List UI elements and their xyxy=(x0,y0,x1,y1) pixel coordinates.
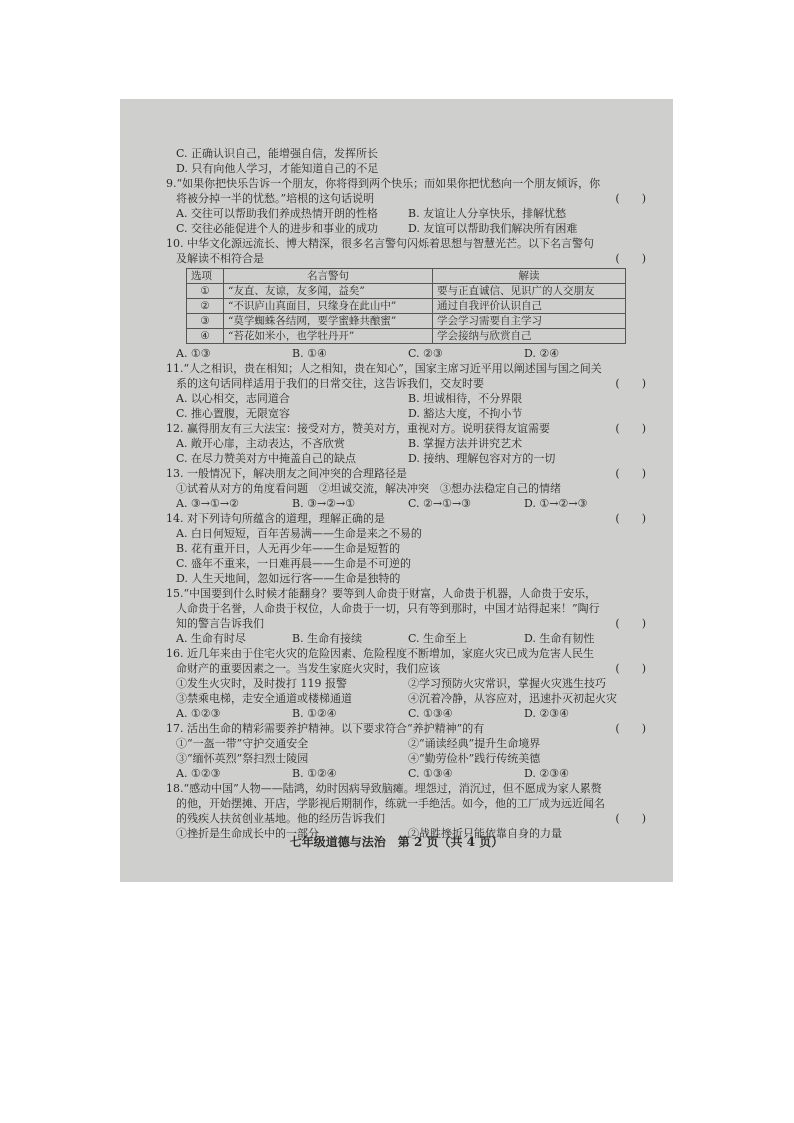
q17-option-c: C. ①③④ xyxy=(408,767,453,780)
q12-option-b: B. 掌握方法并讲究艺术 xyxy=(408,437,523,450)
q11-options-ab xyxy=(166,391,646,406)
q17-item-4: ④“勤劳俭朴”践行传统美德 xyxy=(408,752,541,765)
q15-stem-line3 xyxy=(166,616,646,631)
q14-option-d: D. 人生天地间，忽如远行客——生命是独特的 xyxy=(176,572,401,585)
q18-stem-line3 xyxy=(166,811,646,826)
q15-option-a: A. 生命有时尽 xyxy=(176,632,246,645)
q16-stem-text: 命财产的重要因素之一。当发生家庭火灾时，我们应该 xyxy=(176,662,440,675)
q18-item-2: ②战胜挫折只能依靠自身的力量 xyxy=(408,827,562,840)
q12-options-cd xyxy=(166,451,646,466)
q10-cell: 学会接纳与欣赏自己 xyxy=(433,329,626,344)
table-row xyxy=(187,314,626,329)
q10-table-header xyxy=(187,269,626,284)
q10-cell: 要与正直诚信、见识广的人交朋友 xyxy=(433,284,626,299)
q13-stem-text: 13. 一般情况下，解决朋友之间冲突的合理路径是 xyxy=(166,467,407,480)
q11-stem-line1: 11.“人之相识，贵在相知；人之相知，贵在知心”，国家主席习近平用以阐述国与国之间关 xyxy=(166,362,602,375)
q12-stem-line1 xyxy=(166,421,646,436)
q11-answer-paren: ( ) xyxy=(615,377,646,390)
q11-option-d: D. 豁达大度，不拘小节 xyxy=(408,407,523,420)
q10-cell: 学会学习需要自主学习 xyxy=(433,314,626,329)
q18-answer-paren: ( ) xyxy=(615,812,646,825)
q10-stem-line2 xyxy=(166,251,646,266)
q16-items-34 xyxy=(166,691,646,706)
q16-item-4: ④沉着冷静，从容应对，迅速扑灭初起火灾 xyxy=(408,692,617,705)
q16-stem-line1: 16. 近几年来由于住宅火灾的危险因素、危险程度不断增加，家庭火灾已成为危害人民生 xyxy=(166,647,594,660)
q10-cell: “苔花如米小，也学牡丹开” xyxy=(224,329,433,344)
q9-answer-paren: ( ) xyxy=(615,192,646,205)
q16-options xyxy=(166,706,646,721)
q17-option-d: D. ②③④ xyxy=(524,767,570,780)
q10-cell: “莫学蜘蛛各结网，要学蜜蜂共酿蜜” xyxy=(224,314,433,329)
q18-stem-line1: 18.“感动中国”人物——陆鸿，幼时因病导致脑瘫。埋怨过，消沉过，但不愿成为家人累赘 xyxy=(166,782,602,795)
q15-options xyxy=(166,631,646,646)
q16-option-a: A. ①②③ xyxy=(176,707,221,720)
q17-items-12 xyxy=(166,736,646,751)
q18-stem-line2: 的他，开始摆摊、开店，学影视后期制作，练就一手绝活。如今，他的工厂成为远近闻名 xyxy=(176,797,605,810)
q17-item-3: ③“缅怀英烈”祭扫烈士陵园 xyxy=(176,752,309,765)
q10-cell: ② xyxy=(187,299,224,314)
q10-stem-line1: 10. 中华文化源远流长、博大精深，很多名言警句闪烁着思想与智慧光芒。以下名言警句 xyxy=(166,237,594,250)
q14-stem-text: 14. 对下列诗句所蕴含的道理，理解正确的是 xyxy=(166,512,385,525)
q9-stem-line1: 9.“如果你把快乐告诉一个朋友，你将得到两个快乐；而如果你把忧愁向一个朋友倾诉，你 xyxy=(166,177,601,190)
table-row xyxy=(187,299,626,314)
q10-option-a: A. ①③ xyxy=(176,347,211,360)
q17-stem-text: 17. 活出生命的精彩需要养护精神。以下要求符合“养护精神”的有 xyxy=(166,722,485,735)
q15-answer-paren: ( ) xyxy=(615,617,646,630)
q13-options xyxy=(166,496,646,511)
q9-option-d: D. 友谊可以帮助我们解决所有困难 xyxy=(408,222,578,235)
q16-option-d: D. ②③④ xyxy=(524,707,570,720)
q10-cell: “不识庐山真面目，只缘身在此山中” xyxy=(224,299,433,314)
q11-option-a: A. 以心相交，志同道合 xyxy=(176,392,290,405)
q10-option-d: D. ②④ xyxy=(524,347,560,360)
q14-stem-line1 xyxy=(166,511,646,526)
q14-option-b: B. 花有重开日，人无再少年——生命是短暂的 xyxy=(176,542,401,555)
table-row xyxy=(187,329,626,344)
q16-item-2: ②学习预防火灾常识，掌握火灾逃生技巧 xyxy=(408,677,606,690)
q9-stem-line2 xyxy=(166,191,646,206)
q11-stem-text: 系的这句话同样适用于我们的日常交往，这告诉我们，交友时要 xyxy=(176,377,484,390)
q10-option-c: C. ②③ xyxy=(408,347,443,360)
q11-option-b: B. 坦诚相待，不分界限 xyxy=(408,392,523,405)
q10-cell: ① xyxy=(187,284,224,299)
q12-option-c: C. 在尽力赞美对方中掩盖自己的缺点 xyxy=(176,452,357,465)
prev-option-d: D. 只有向他人学习，才能知道自己的不足 xyxy=(176,162,379,175)
q13-option-c: C. ②→①→③ xyxy=(408,497,472,510)
q17-item-1: ①“一盔一带”守护交通安全 xyxy=(176,737,309,750)
q9-option-a: A. 交往可以帮助我们养成热情开朗的性格 xyxy=(176,207,378,220)
q9-option-c: C. 交往必能促进个人的进步和事业的成功 xyxy=(176,222,379,235)
q14-option-a: A. 白日何短短，百年苦易满——生命是来之不易的 xyxy=(176,527,422,540)
q10-options xyxy=(166,346,646,361)
q9-option-b: B. 友谊让人分享快乐，排解忧愁 xyxy=(408,207,567,220)
q10-table xyxy=(186,268,626,344)
exam-page-photo xyxy=(120,99,673,882)
q12-answer-paren: ( ) xyxy=(615,422,646,435)
q11-option-c: C. 推心置腹，无限宽容 xyxy=(176,407,291,420)
page-footer: 七年级道德与法治 第 2 页（共 4 页） xyxy=(289,835,504,849)
q12-option-a: A. 敞开心扉，主动表达，不吝欣赏 xyxy=(176,437,345,450)
q17-option-b: B. ①②④ xyxy=(292,767,337,780)
q16-stem-line2 xyxy=(166,661,646,676)
q13-option-d: D. ①→②→③ xyxy=(524,497,588,510)
q15-option-b: B. 生命有接续 xyxy=(292,632,363,645)
q18-item-1: ①挫折是生命成长中的一部分 xyxy=(176,827,319,840)
q16-answer-paren: ( ) xyxy=(615,662,646,675)
q13-stem-line1 xyxy=(166,466,646,481)
q9-options-ab xyxy=(166,206,646,221)
q18-stem-text: 的残疾人扶贫创业基地。他的经历告诉我们 xyxy=(176,812,385,825)
prev-option-c: C. 正确认识自己，能增强自信，发挥所长 xyxy=(176,147,379,160)
q11-options-cd xyxy=(166,406,646,421)
q13-answer-paren: ( ) xyxy=(615,467,646,480)
q15-stem-text: 知的警言告诉我们 xyxy=(176,617,264,630)
q14-answer-paren: ( ) xyxy=(615,512,646,525)
q15-stem-line1: 15.“中国要到什么时候才能翻身？要等到人命贵于财富，人命贵于机器，人命贵于安乐， xyxy=(166,587,597,600)
q13-option-a: A. ③→①→② xyxy=(176,497,239,510)
q16-items-12 xyxy=(166,676,646,691)
q9-options-cd xyxy=(166,221,646,236)
q16-item-3: ③禁乘电梯，走安全通道或楼梯通道 xyxy=(176,692,352,705)
q17-item-2: ②“诵读经典”提升生命境界 xyxy=(408,737,541,750)
q16-option-c: C. ①③④ xyxy=(408,707,453,720)
q9-stem-text: 将被分掉一半的忧愁。”培根的这句话说明 xyxy=(176,192,375,205)
q12-option-d: D. 接纳、理解包容对方的一切 xyxy=(408,452,556,465)
table-row xyxy=(187,284,626,299)
q17-option-a: A. ①②③ xyxy=(176,767,221,780)
q15-option-c: C. 生命至上 xyxy=(408,632,468,645)
q14-option-c: C. 盛年不重来，一日难再晨——生命是不可逆的 xyxy=(176,557,412,570)
q17-options xyxy=(166,766,646,781)
q10-header-interpret: 解读 xyxy=(433,269,626,284)
q17-stem-line1 xyxy=(166,721,646,736)
q13-items: ①试着从对方的角度看问题 ②坦诚交流，解决冲突 ③想办法稳定自己的情绪 xyxy=(176,482,561,495)
q10-header-quote: 名言警句 xyxy=(224,269,433,284)
q17-items-34 xyxy=(166,751,646,766)
q10-answer-paren: ( ) xyxy=(615,252,646,265)
q10-option-b: B. ①④ xyxy=(292,347,327,360)
questions-area xyxy=(166,146,646,841)
q10-cell: ④ xyxy=(187,329,224,344)
q12-stem-text: 12. 赢得朋友有三大法宝：接受对方，赞美对方，重视对方。说明获得友谊需要 xyxy=(166,422,550,435)
q10-stem-text: 及解读不相符合是 xyxy=(176,252,264,265)
q10-header-option: 选项 xyxy=(187,269,224,284)
q16-option-b: B. ①②④ xyxy=(292,707,337,720)
q15-option-d: D. 生命有韧性 xyxy=(524,632,595,645)
q11-stem-line2 xyxy=(166,376,646,391)
q10-cell: 通过自我评价认识自己 xyxy=(433,299,626,314)
q12-options-ab xyxy=(166,436,646,451)
q13-option-b: B. ③→②→① xyxy=(292,497,356,510)
q10-cell: “友直、友谅，友多闻，益矣” xyxy=(224,284,433,299)
q10-cell: ③ xyxy=(187,314,224,329)
q16-item-1: ①发生火灾时，及时拨打 119 报警 xyxy=(176,677,347,690)
q15-stem-line2: 人命贵于名誉，人命贵于权位，人命贵于一切，只有等到那时，中国才站得起来！”陶行 xyxy=(176,602,600,615)
q17-answer-paren: ( ) xyxy=(615,722,646,735)
